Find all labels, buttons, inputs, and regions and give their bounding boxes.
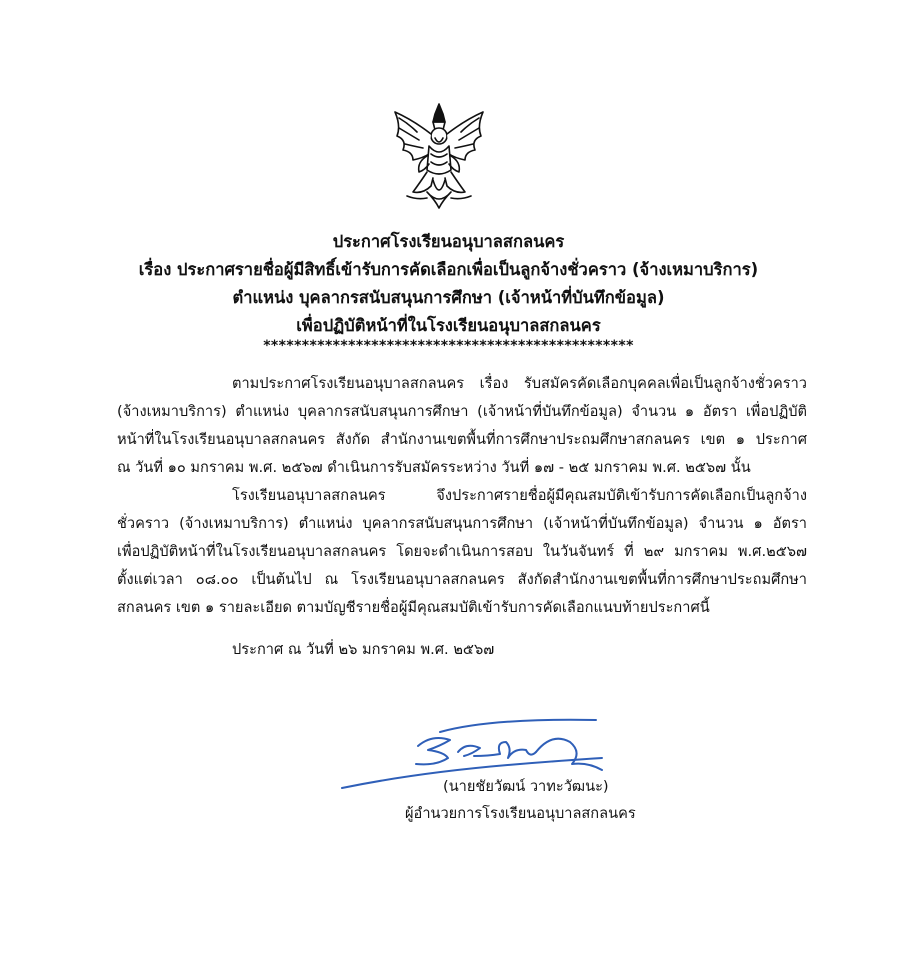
announcement-position: ตำแหน่ง บุคลากรสนับสนุนการศึกษา (เจ้าหน้าที่บันทึกข้อมูล) xyxy=(232,288,665,307)
separator-stars: ************************************************ xyxy=(263,338,634,354)
paragraph-1-line: หน้าที่ในโรงเรียนอนุบาลสกลนคร สังกัด สำนักงานเขตพื้นที่การศึกษาประถมศึกษาสกลนคร เขต ๑ ประกาศ xyxy=(117,431,807,448)
paragraph-2-line: โรงเรียนอนุบาลสกลนคร จึงประกาศรายชื่อผู้มีคุณสมบัติเข้ารับการคัดเลือกเป็นลูกจ้าง xyxy=(232,487,807,504)
paragraph-1-line: ตามประกาศโรงเรียนอนุบาลสกลนคร เรื่อง รับสมัครคัดเลือกบุคคลเพื่อเป็นลูกจ้างชั่วคราว xyxy=(232,375,807,392)
signatory-title: ผู้อำนวยการโรงเรียนอนุบาลสกลนคร xyxy=(405,805,636,822)
announcement-title: ประกาศโรงเรียนอนุบาลสกลนคร xyxy=(332,232,565,251)
paragraph-2-line: เพื่อปฏิบัติหน้าที่ในโรงเรียนอนุบาลสกลนคร โดยจะดำเนินการสอบ ในวันจันทร์ ที่ ๒๙ มกราคม พ.ศ.๒๕๖๗ xyxy=(117,543,807,560)
announcement-purpose: เพื่อปฏิบัติหน้าที่ในโรงเรียนอนุบาลสกลนคร xyxy=(296,316,601,335)
paragraph-2-line: ชั่วคราว (จ้างเหมาบริการ) ตำแหน่ง บุคลากรสนับสนุนการศึกษา (เจ้าหน้าที่บันทึกข้อมูล) จำนวน ๑ อัตรา xyxy=(117,515,807,532)
announcement-subject: เรื่อง ประกาศรายชื่อผู้มีสิทธิ์เข้ารับการคัดเลือกเพื่อเป็นลูกจ้างชั่วคราว (จ้างเหมาบริการ) xyxy=(138,260,759,279)
paragraph-1-line: (จ้างเหมาบริการ) ตำแหน่ง บุคลากรสนับสนุนการศึกษา (เจ้าหน้าที่บันทึกข้อมูล) จำนวน ๑ อัตรา เพื่อปฏิบัติ xyxy=(117,403,807,420)
paragraph-2-line: ตั้งแต่เวลา ๐๘.๐๐ เป็นต้นไป ณ โรงเรียนอนุบาลสกลนคร สังกัดสำนักงานเขตพื้นที่การศึกษาประถมศึกษา xyxy=(117,571,807,588)
signatory-name: (นายชัยวัฒน์ วาทะวัฒนะ) xyxy=(443,778,609,795)
garuda-emblem-icon xyxy=(383,100,495,212)
announcement-date: ประกาศ ณ วันที่ ๒๖ มกราคม พ.ศ. ๒๕๖๗ xyxy=(232,641,495,658)
paragraph-1-line: ณ วันที่ ๑๐ มกราคม พ.ศ. ๒๕๖๗ ดำเนินการรับสมัครระหว่าง วันที่ ๑๗ - ๒๕ มกราคม พ.ศ. ๒๕๖๗ นั้น xyxy=(117,459,751,476)
paragraph-2-line: สกลนคร เขต ๑ รายละเอียด ตามบัญชีรายชื่อผู้มีคุณสมบัติเข้ารับการคัดเลือกแนบท้ายประกาศนี้ xyxy=(117,599,710,616)
